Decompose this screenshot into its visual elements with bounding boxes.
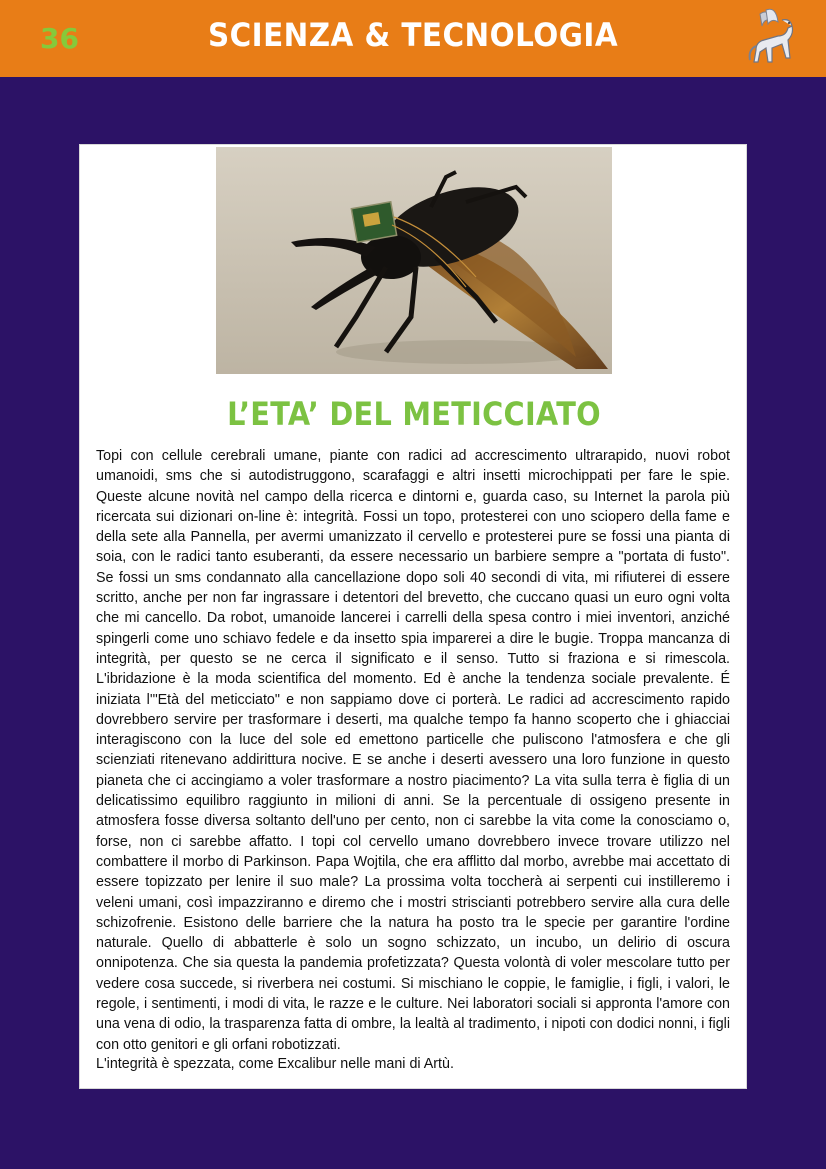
pegasus-icon xyxy=(742,6,802,74)
page-header xyxy=(0,0,826,77)
page-number: 36 xyxy=(40,22,79,55)
article-panel xyxy=(79,144,747,1089)
robotic-beetle-photo xyxy=(216,147,612,374)
section-title: SCIENZA & TECNOLOGIA xyxy=(207,16,619,54)
article-closing: L'integrità è spezzata, come Excalibur nelle mani di Artù. xyxy=(96,1056,454,1072)
article-body: Topi con cellule cerebrali umane, piante con radici ad accrescimento ultrarapido, nuovi robot umanoidi, sms che si autodistruggono, scarafaggi e altri insetti microchippati per fare le spie. Queste alcune novità nel campo della ricerca e dintorni e, guarda caso, su Internet la parola più ricercata sui dizionari on-line è: integrità. Fossi un topo, protesterei con uno sciopero della fame e della sete alla Pannella, per avermi umanizzato il cervello e protesterei pure se fossi una pianta di soia, con le radici tanto esuberanti, da essere necessario un barbiere sempre a "portata di fusto". Se fossi un sms condannato alla cancellazione dopo soli 40 secondi di vita, mi rifiuterei di essere scritto, anche per non far ingrassare i detentori del brevetto, che cuccano quasi un euro ogni volta che mi cancello. Da robot, umanoide lancerei i carrelli della spesa contro i miei inventori, anziché spingerli come uno schiavo fedele e da insetto spia imparerei a dire le bugie. Troppa mancanza di integrità, per questo se ne cerca il significato e il senso. Tutto si fraziona e si rimescola. L'ibridazione è la moda scientifica del momento. Ed è anche la tendenza sociale prevalente. É iniziata l'"Età del meticciato" e non sappiamo dove ci porterà. Le radici ad accrescimento rapido dovrebbero servire per trasformare i deserti, ma qualche tempo fa hanno scoperto che i ghiacciai interagiscono con la luce del sole ed emettono particelle che puliscono l'atmosfera e che gli scienziati ritenevano addirittura nocive. E se anche i deserti avessero una loro funzione in questo pianeta che ci accingiamo a voler trasformare a nostro piacimento? La vita sulla terra è figlia di un delicatissimo equilibro raggiunto in milioni di anni. Se la percentuale di ossigeno presente in atmosfera fosse diversa soltanto dell'uno per cento, non ci sarebbe la vita come la conosciamo o, forse, non ci sarebbe affatto. I topi col cervello umano dovrebbero invece trovare utilizzo nel combattere il morbo di Parkinson. Papa Wojtila, che era afflitto dal morbo, avrebbe mai accettato di essere topizzato per lenire il suo male? La prossima volta toccherà ai serpenti cui instilleremo i veleni umani, così impazziranno e diremo che i mostri striscianti potrebbero servire alla cura delle schizofrenie. Esistono delle barriere che la natura ha posto tra le specie per garantire l'ordine naturale. Quello di abbatterle è solo un sogno schizzato, un incubo, un delirio di oscura onnipotenza. Che sia questa la pandemia profetizzata? Questa volontà di voler mescolare tutto per vedere cosa succede, si riverbera nei costumi. Si mischiano le coppie, le famiglie, i figli, i valori, le regole, i sentimenti, i modi di vita, le razze e le culture. Nei laboratori sociali si appronta l'amore con una vena di odio, la trasparenza fatta di ombre, la lealtà al tradimento, i nipoti con dodici nonni, i figli con otto genitori e gli orfani robotizzati. xyxy=(96,448,730,1053)
article-title: L’ETA’ DEL METICCIATO xyxy=(227,395,601,433)
photo-illustration xyxy=(216,147,612,374)
